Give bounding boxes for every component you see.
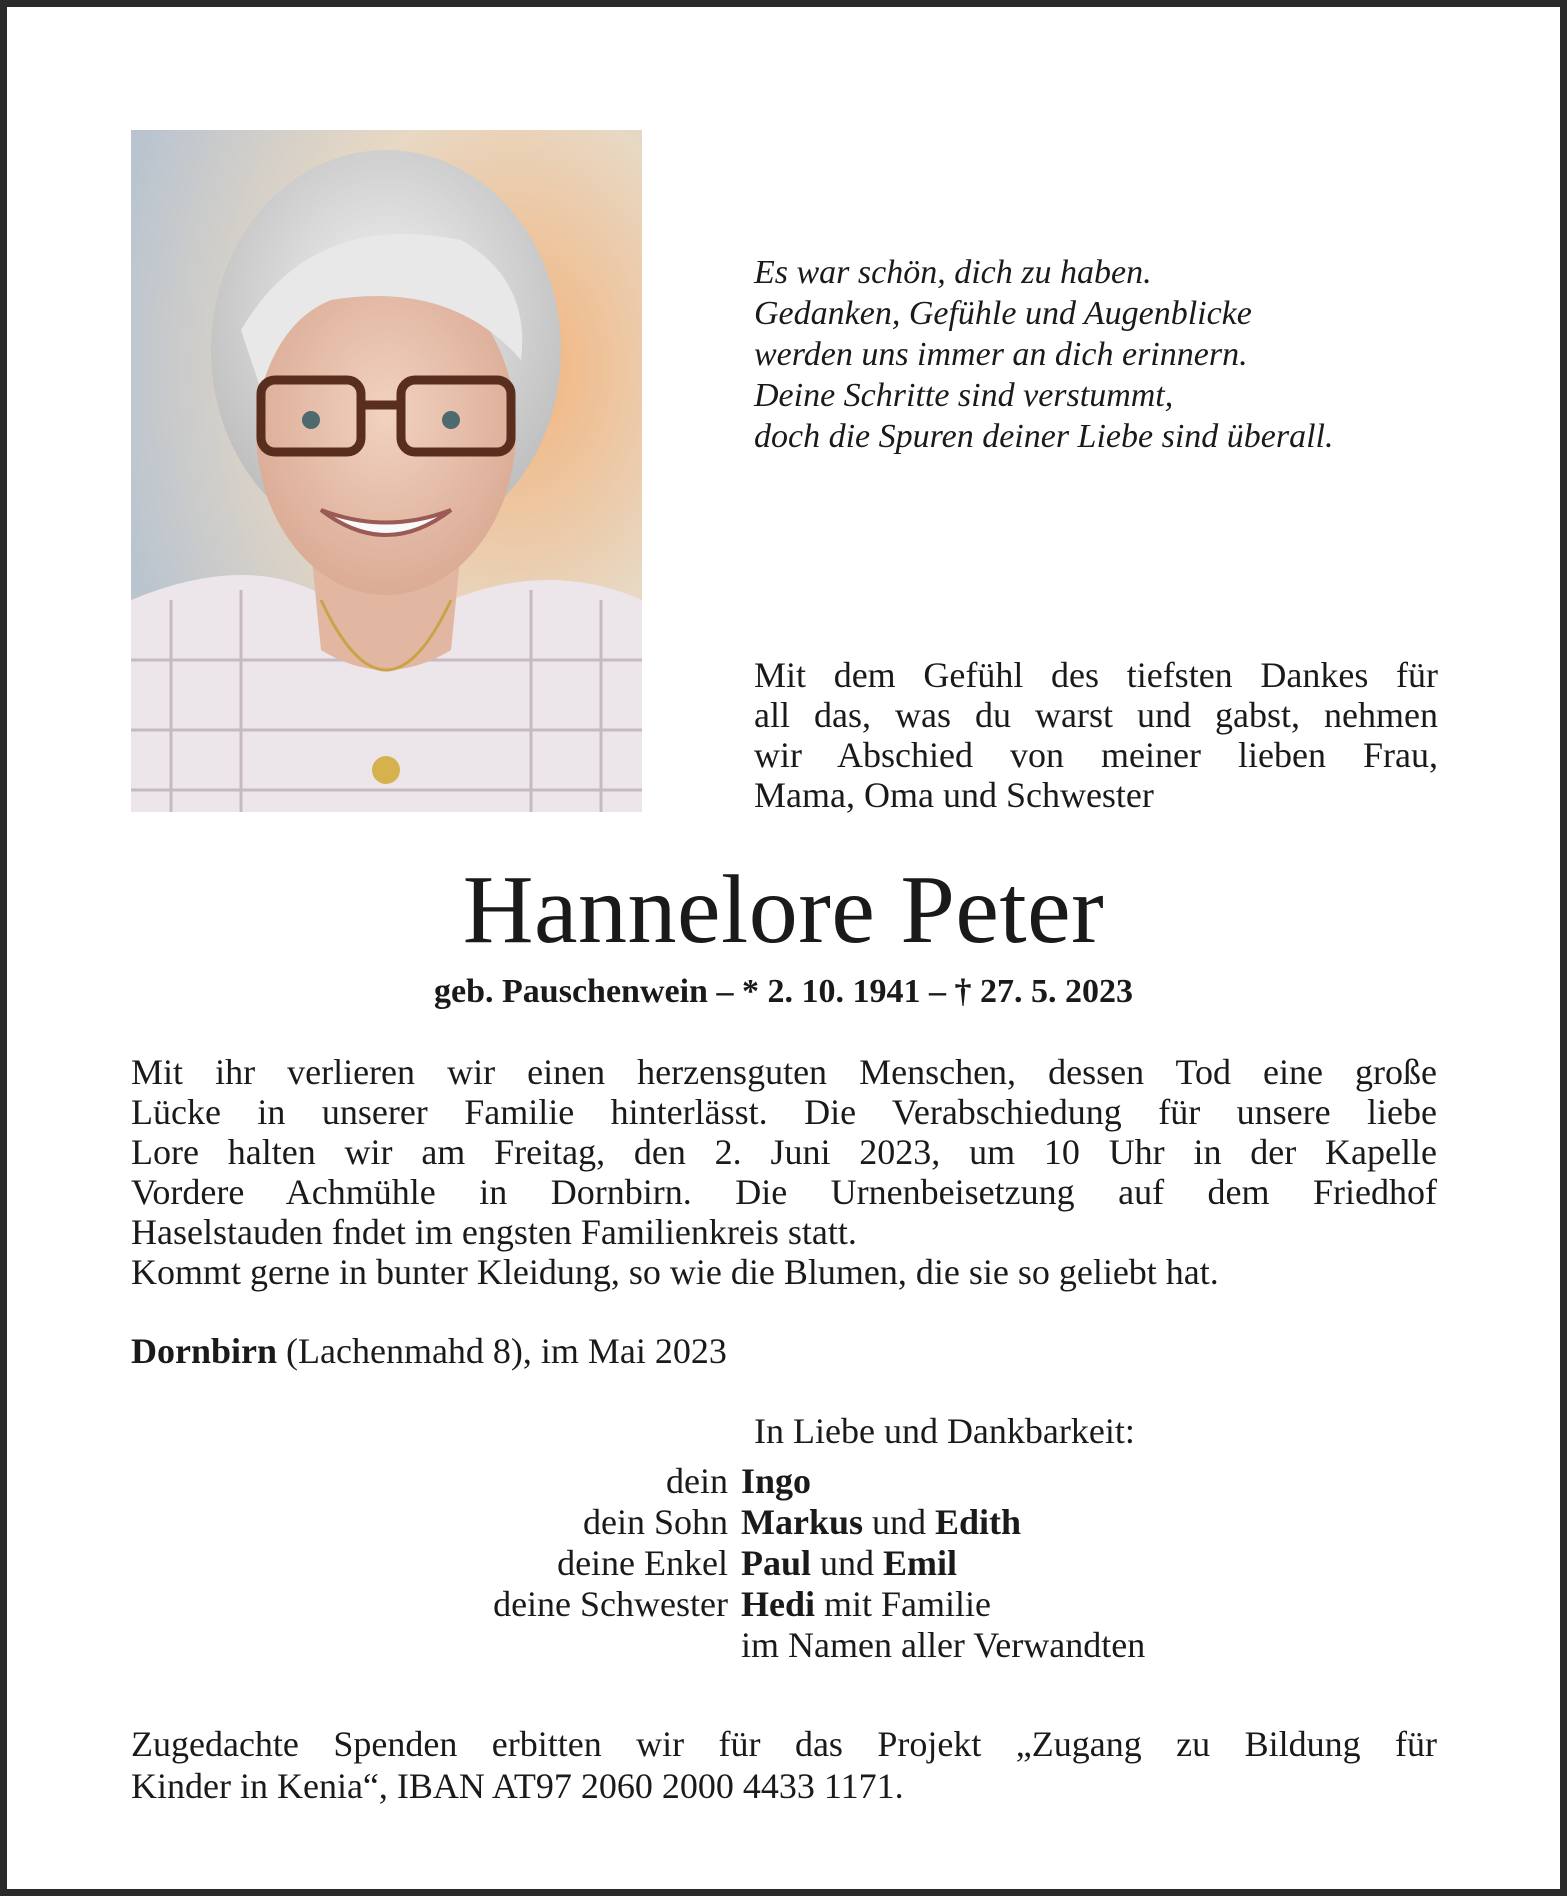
deceased-name: Hannelore Peter [462,856,1105,964]
mourner-name: Edith [935,1502,1022,1542]
relation: dein [666,1461,728,1501]
intro-line: Mit dem Gefühl des tiefsten Dankes für [754,655,1438,695]
body-line: Haselstauden fndet im engsten Familienkreis statt. [131,1212,857,1252]
poem-line: Es war schön, dich zu haben. [754,254,1152,291]
relation: deine Schwester [493,1584,728,1624]
donation-note [131,1723,1437,1807]
mourner-name: Emil [883,1543,958,1583]
intro-line: wir Abschied von meiner lieben Frau, [754,735,1438,775]
place-city: Dornbirn [131,1331,278,1371]
mourner-name: Ingo [741,1461,812,1501]
poem [754,252,1494,457]
mourner-row [131,1625,1437,1666]
relation: dein Sohn [582,1502,728,1542]
mourner-row: dein Sohn Markus und Edith [131,1502,1437,1543]
place-date [131,1330,727,1372]
intro-line: Mama, Oma und Schwester [754,775,1154,815]
mourner-row [131,1461,1437,1502]
mourner-name: Markus [741,1502,864,1542]
poem-line: werden uns immer an dich erinnern. [754,336,1248,373]
body-line: Mit ihr verlieren wir einen herzensguten Menschen, dessen Tod eine große [131,1052,1437,1092]
relatives-note: im Namen aller Verwandten [741,1625,1146,1665]
body-line: Kommt gerne in bunter Kleidung, so wie die Blumen, die sie so geliebt hat. [131,1252,1219,1292]
mourner-name: Hedi [741,1584,816,1624]
place-details: (Lachenmahd 8), im Mai 2023 [277,1331,727,1371]
body-line: Vordere Achmühle in Dornbirn. Die Urnenbeisetzung auf dem Friedhof [131,1172,1437,1212]
relation: deine Enkel [557,1543,728,1583]
donation-line: Kinder in Kenia“, IBAN AT97 2060 2000 4433 1171. [131,1766,904,1806]
closing-phrase: In Liebe und Dankbarkeit: [754,1411,1135,1451]
donation-line: Zugedachte Spenden erbitten wir für das Projekt „Zugang zu Bildung für [131,1724,1437,1764]
mourner-row: deine Schwester Hedi mit Familie [131,1584,1437,1625]
intro-line: all das, was du warst und gabst, nehmen [754,695,1438,735]
obituary-body [131,1052,1437,1292]
mourners-list [131,1461,1437,1666]
birth-death-dates: geb. Pauschenwein – * 2. 10. 1941 – † 27. 5. 2023 [434,973,1133,1010]
farewell-intro [754,655,1438,815]
body-line: Lücke in unserer Familie hinterlässt. Die Verabschiedung für unsere liebe [131,1092,1437,1132]
portrait-image [131,130,642,812]
poem-line: Deine Schritte sind verstummt, [754,377,1174,414]
poem-line: doch die Spuren deiner Liebe sind überall. [754,418,1334,455]
mourner-name: Paul [741,1543,812,1583]
mourner-row: deine Enkel Paul und Emil [131,1543,1437,1584]
portrait-photo [131,130,642,812]
body-line: Lore halten wir am Freitag, den 2. Juni 2023, um 10 Uhr in der Kapelle [131,1132,1437,1172]
poem-line: Gedanken, Gefühle und Augenblicke [754,295,1252,332]
